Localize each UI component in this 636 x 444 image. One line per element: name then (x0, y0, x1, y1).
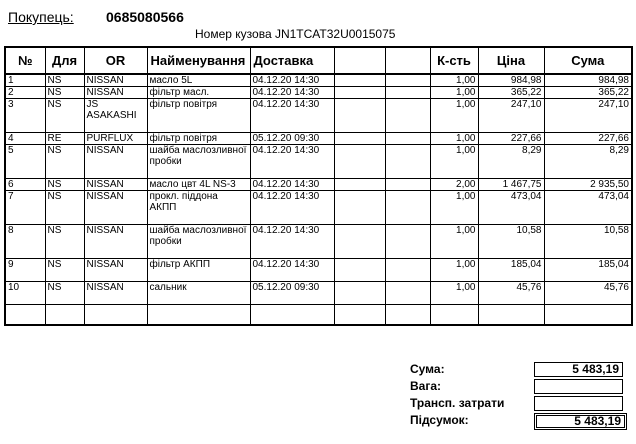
row-delivery: 04.12.20 14:30 (250, 87, 334, 99)
row-name: фільтр повітря (147, 99, 250, 133)
row-for: NS (45, 99, 84, 133)
row-or: NISSAN (84, 282, 147, 305)
row-for: NS (45, 191, 84, 225)
table-row (5, 74, 632, 87)
filler-cell (5, 305, 45, 326)
row-for: NS (45, 282, 84, 305)
row-price: 247,10 (478, 99, 544, 133)
row-name: фільтр повітря (147, 133, 250, 145)
col-header-blank-1 (334, 47, 385, 74)
row-sum: 247,10 (544, 99, 632, 133)
row-or: NISSAN (84, 259, 147, 282)
transport-value (534, 396, 623, 411)
row-blank-2 (385, 133, 430, 145)
row-blank-2 (385, 282, 430, 305)
col-header-price: Ціна (478, 47, 544, 74)
row-qty: 1,00 (430, 282, 478, 305)
row-for: NS (45, 225, 84, 259)
row-price: 185,04 (478, 259, 544, 282)
col-header-for: Для (45, 47, 84, 74)
row-name: масло цвт 4L NS-3 (147, 179, 250, 191)
vin-number: Номер кузова JN1TCAT32U0015075 (195, 27, 396, 41)
row-delivery: 05.12.20 09:30 (250, 133, 334, 145)
total-label: Підсумок: (410, 413, 469, 427)
row-blank-1 (334, 191, 385, 225)
row-qty: 1,00 (430, 145, 478, 179)
row-sum: 984,98 (544, 74, 632, 87)
row-price: 10,58 (478, 225, 544, 259)
row-blank-1 (334, 133, 385, 145)
row-delivery: 04.12.20 14:30 (250, 179, 334, 191)
row-sum: 227,66 (544, 133, 632, 145)
row-sum: 185,04 (544, 259, 632, 282)
col-header-qty: К-сть (430, 47, 478, 74)
row-price: 227,66 (478, 133, 544, 145)
weight-label: Вага: (410, 379, 442, 393)
col-header-delivery: Доставка (250, 47, 334, 74)
row-blank-2 (385, 99, 430, 133)
row-or: NISSAN (84, 87, 147, 99)
row-number: 2 (5, 87, 45, 99)
row-blank-2 (385, 74, 430, 87)
row-number: 5 (5, 145, 45, 179)
row-delivery: 04.12.20 14:30 (250, 225, 334, 259)
row-delivery: 05.12.20 09:30 (250, 282, 334, 305)
row-for: NS (45, 87, 84, 99)
filler-cell (250, 305, 334, 326)
total-value: 5 483,19 (534, 413, 627, 430)
row-delivery: 04.12.20 14:30 (250, 259, 334, 282)
row-blank-2 (385, 259, 430, 282)
col-header-blank-2 (385, 47, 430, 74)
row-blank-1 (334, 259, 385, 282)
row-blank-1 (334, 99, 385, 133)
row-or: PURFLUX (84, 133, 147, 145)
col-header-sum: Сума (544, 47, 632, 74)
row-number: 8 (5, 225, 45, 259)
row-qty: 1,00 (430, 259, 478, 282)
filler-cell (147, 305, 250, 326)
table-row (5, 191, 632, 225)
row-price: 473,04 (478, 191, 544, 225)
row-name: прокл. піддона АКПП (147, 191, 250, 225)
row-name: фільтр масл. (147, 87, 250, 99)
row-number: 7 (5, 191, 45, 225)
row-blank-1 (334, 225, 385, 259)
row-price: 1 467,75 (478, 179, 544, 191)
buyer-label: Покупець: (8, 9, 74, 25)
sum-value: 5 483,19 (534, 362, 623, 377)
row-sum: 8,29 (544, 145, 632, 179)
row-blank-2 (385, 191, 430, 225)
items-table (4, 46, 633, 326)
row-name: шайба маслозливної пробки (147, 145, 250, 179)
row-number: 4 (5, 133, 45, 145)
row-or: JS ASAKASHI (84, 99, 147, 133)
row-for: NS (45, 179, 84, 191)
row-blank-1 (334, 145, 385, 179)
row-blank-1 (334, 179, 385, 191)
row-name: масло 5L (147, 74, 250, 87)
row-sum: 10,58 (544, 225, 632, 259)
row-or: NISSAN (84, 225, 147, 259)
table-row (5, 225, 632, 259)
row-blank-1 (334, 282, 385, 305)
row-sum: 365,22 (544, 87, 632, 99)
row-for: NS (45, 259, 84, 282)
row-number: 9 (5, 259, 45, 282)
row-blank-2 (385, 225, 430, 259)
row-price: 984,98 (478, 74, 544, 87)
row-price: 45,76 (478, 282, 544, 305)
table-row (5, 87, 632, 99)
filler-cell (334, 305, 385, 326)
row-qty: 1,00 (430, 99, 478, 133)
row-blank-2 (385, 87, 430, 99)
sum-label: Сума: (410, 362, 445, 376)
row-for: NS (45, 145, 84, 179)
row-number: 6 (5, 179, 45, 191)
row-delivery: 04.12.20 14:30 (250, 191, 334, 225)
weight-value (534, 379, 623, 394)
row-price: 8,29 (478, 145, 544, 179)
row-for: RE (45, 133, 84, 145)
row-number: 3 (5, 99, 45, 133)
row-or: NISSAN (84, 191, 147, 225)
table-row (5, 145, 632, 179)
filler-cell (544, 305, 632, 326)
row-blank-1 (334, 74, 385, 87)
filler-cell (478, 305, 544, 326)
row-name: сальник (147, 282, 250, 305)
row-delivery: 04.12.20 14:30 (250, 145, 334, 179)
row-number: 1 (5, 74, 45, 87)
row-delivery: 04.12.20 14:30 (250, 74, 334, 87)
row-sum: 45,76 (544, 282, 632, 305)
col-header-name: Найменування (147, 47, 250, 74)
filler-cell (45, 305, 84, 326)
buyer-phone: 0685080566 (106, 9, 184, 25)
col-header-number: № (5, 47, 45, 74)
row-for: NS (45, 74, 84, 87)
table-row (5, 179, 632, 191)
table-row (5, 133, 632, 145)
table-row (5, 259, 632, 282)
row-name: фільтр АКПП (147, 259, 250, 282)
row-or: NISSAN (84, 74, 147, 87)
filler-cell (430, 305, 478, 326)
table-row (5, 282, 632, 305)
row-qty: 1,00 (430, 87, 478, 99)
row-qty: 1,00 (430, 225, 478, 259)
row-qty: 1,00 (430, 133, 478, 145)
row-qty: 1,00 (430, 74, 478, 87)
filler-cell (84, 305, 147, 326)
row-name: шайба маслозливної пробки (147, 225, 250, 259)
row-blank-1 (334, 87, 385, 99)
row-number: 10 (5, 282, 45, 305)
col-header-or: OR (84, 47, 147, 74)
row-sum: 473,04 (544, 191, 632, 225)
row-blank-2 (385, 145, 430, 179)
transport-label: Трансп. затрати (410, 396, 505, 410)
table-header (5, 47, 632, 74)
row-blank-2 (385, 179, 430, 191)
filler-cell (385, 305, 430, 326)
row-qty: 1,00 (430, 191, 478, 225)
row-qty: 2,00 (430, 179, 478, 191)
totals-block (410, 361, 632, 429)
row-or: NISSAN (84, 145, 147, 179)
row-sum: 2 935,50 (544, 179, 632, 191)
row-delivery: 04.12.20 14:30 (250, 99, 334, 133)
table-filler-row (5, 305, 632, 326)
row-price: 365,22 (478, 87, 544, 99)
table-row (5, 99, 632, 133)
row-or: NISSAN (84, 179, 147, 191)
